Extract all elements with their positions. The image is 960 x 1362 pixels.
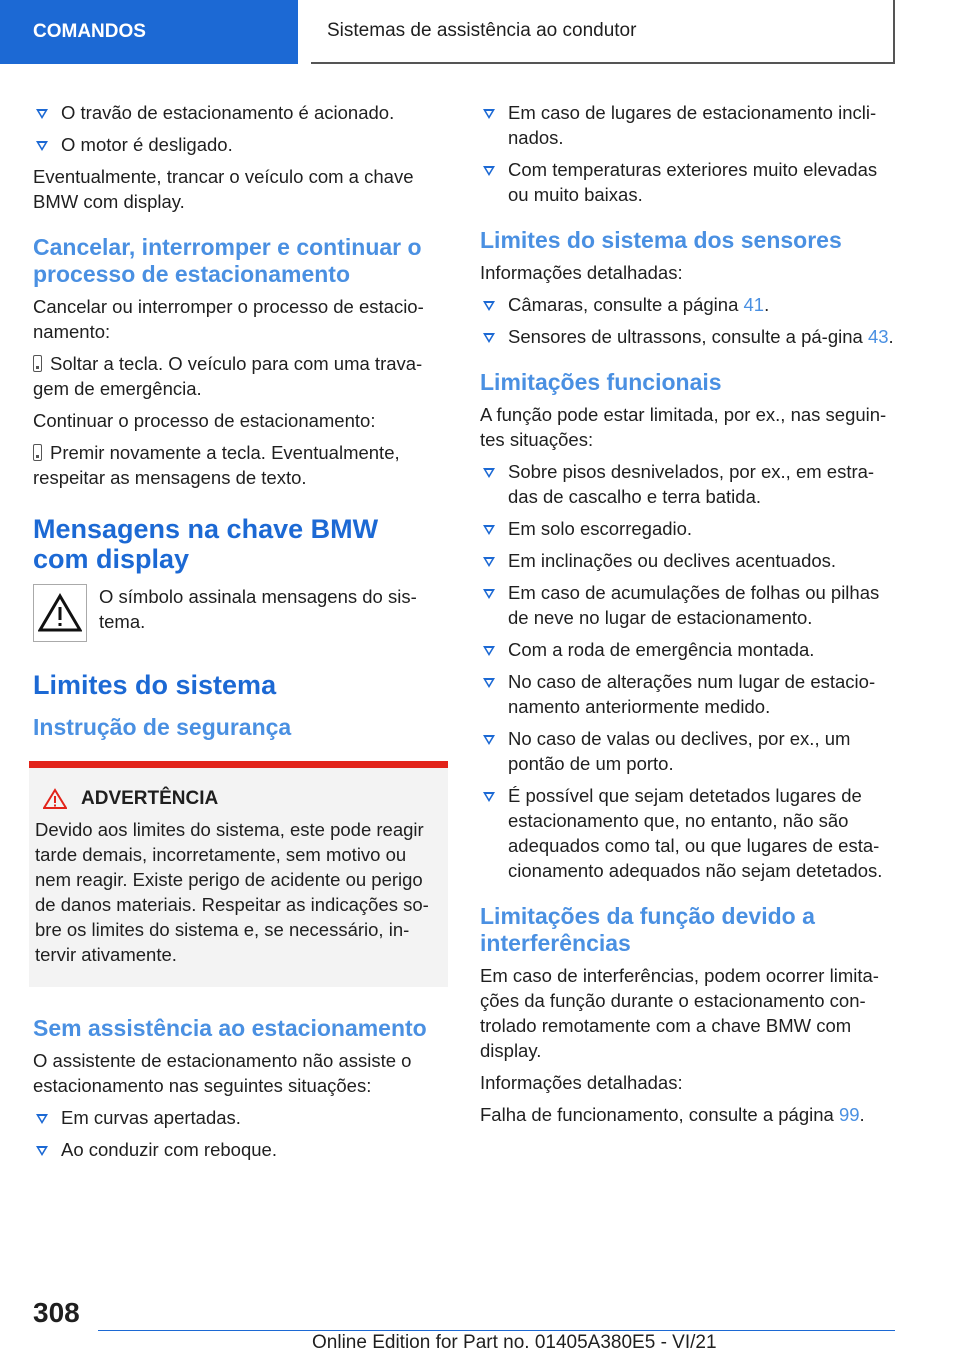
page-number: 308 bbox=[33, 1297, 80, 1328]
bullet-triangle-icon bbox=[483, 468, 495, 478]
list-item: O travão de estacionamento é acionado. bbox=[33, 100, 438, 125]
footer-divider bbox=[98, 1330, 895, 1331]
list-item: Ao conduzir com reboque. bbox=[33, 1137, 438, 1162]
list-item: Em solo escorregadio. bbox=[480, 516, 895, 541]
bullet-triangle-icon bbox=[483, 646, 495, 656]
page-link-43[interactable]: 43 bbox=[867, 326, 889, 347]
list-item: Em caso de lugares de estacionamento incli-nados. bbox=[480, 100, 895, 150]
edition-text: Online Edition for Part no. 01405A380E5 - VI/21 bbox=[312, 1332, 717, 1353]
list-item: Sobre pisos desnivelados, por ex., em estra-das de cascalho e terra batida. bbox=[480, 459, 895, 509]
bullet-triangle-icon bbox=[36, 1146, 48, 1156]
warning-box bbox=[29, 761, 448, 987]
bullet-triangle-icon bbox=[483, 301, 495, 311]
continue-text: Continuar o processo de estacionamento: bbox=[33, 410, 376, 431]
list-item: É possível que sejam detetados lugares de estacionamento que, no entanto, não são adequados como tal, ou que lugares de esta-cionamento adequados não sejam detetados. bbox=[480, 783, 895, 883]
release-text: Soltar a tecla. O veículo para com uma trava-gem de emergência. bbox=[33, 353, 423, 399]
list-item: Em caso de acumulações de folhas ou pilhas de neve no lugar de estacionamento. bbox=[480, 580, 895, 630]
warning-icon bbox=[43, 788, 67, 810]
bullet-triangle-icon bbox=[483, 525, 495, 535]
symbol-text: O símbolo assinala mensagens do sis-tema. bbox=[99, 586, 417, 632]
heading-safety: Instrução de segurança bbox=[33, 714, 292, 740]
header-section-tab[interactable] bbox=[0, 0, 298, 64]
bullet-triangle-icon bbox=[483, 333, 495, 343]
bullet-triangle-icon bbox=[36, 141, 48, 151]
list-item: Em inclinações ou declives acentuados. bbox=[480, 548, 895, 573]
right-column bbox=[480, 100, 895, 1134]
sensors-list bbox=[480, 292, 895, 349]
no-assist-list bbox=[33, 1105, 438, 1162]
bullet-triangle-icon bbox=[483, 109, 495, 119]
list-item: Em curvas apertadas. bbox=[33, 1105, 438, 1130]
bullet-triangle-icon bbox=[483, 792, 495, 802]
bullet-triangle-icon bbox=[483, 557, 495, 567]
list-item: No caso de alterações num lugar de estacio-namento anteriormente medido. bbox=[480, 669, 895, 719]
functional-text: A função pode estar limitada, por ex., nas seguin-tes situações: bbox=[480, 404, 887, 450]
heading-sensors: Limites do sistema dos sensores bbox=[480, 227, 842, 253]
bullet-triangle-icon bbox=[36, 1114, 48, 1124]
bullet-triangle-icon bbox=[483, 166, 495, 176]
warning-triangle-icon bbox=[33, 584, 87, 642]
page-link-99[interactable]: 99 bbox=[838, 1104, 860, 1125]
lock-note: Eventualmente, trancar o veículo com a chave BMW com display. bbox=[33, 166, 414, 212]
list-item: Com a roda de emergência montada. bbox=[480, 637, 895, 662]
bullet-triangle-icon bbox=[36, 109, 48, 119]
heading-messages: Mensagens na chave BMW com display bbox=[33, 514, 379, 574]
failure-text: Falha de funcionamento, consulte a página 99. bbox=[480, 1104, 865, 1125]
heading-no-assist: Sem assistência ao estacionamento bbox=[33, 1015, 427, 1041]
heading-cancel: Cancelar, interromper e continuar o processo de estacionamento bbox=[33, 234, 422, 287]
bullet-triangle-icon bbox=[483, 735, 495, 745]
left-column bbox=[33, 100, 438, 1169]
info-text: Informações detalhadas: bbox=[480, 262, 683, 283]
header-chapter bbox=[311, 0, 895, 64]
info-text-2: Informações detalhadas: bbox=[480, 1072, 683, 1093]
bullet-triangle-icon bbox=[483, 589, 495, 599]
bullet-triangle-icon bbox=[483, 678, 495, 688]
header-section-label: COMANDOS bbox=[33, 21, 146, 42]
list-item: Câmaras, consulte a página 41. bbox=[480, 292, 895, 317]
list-item: O motor é desligado. bbox=[33, 132, 438, 157]
heading-interference: Limitações da função devido a interferências bbox=[480, 903, 815, 956]
warning-text: Devido aos limites do sistema, este pode reagir tarde demais, incorretamente, sem motivo ou nem reagir. Existe perigo de acidente ou perigo de danos materiais. Respeitar as indicações so-bre os limites do sistema e, se necessário, in-tervir ativamente. bbox=[35, 819, 429, 965]
list-item: Com temperaturas exteriores muito elevadas ou muito baixas. bbox=[480, 157, 895, 207]
list-item: Sensores de ultrassons, consulte a pá-gina 43. bbox=[480, 324, 895, 349]
symbol-row bbox=[33, 584, 438, 642]
page-link-41[interactable]: 41 bbox=[743, 294, 765, 315]
park-button-icon bbox=[33, 355, 42, 372]
situations-list bbox=[480, 100, 895, 207]
functional-list bbox=[480, 459, 895, 883]
press-text: Premir novamente a tecla. Eventualmente, respeitar as mensagens de texto. bbox=[33, 442, 400, 488]
warning-title: ADVERTÊNCIA bbox=[35, 786, 438, 811]
interference-text: Em caso de interferências, podem ocorrer limita-ções da função durante o estacionamento con-trolado remotamente com a chave BMW com display. bbox=[480, 965, 879, 1061]
heading-limits: Limites do sistema bbox=[33, 670, 277, 700]
header-chapter-label: Sistemas de assistência ao condutor bbox=[327, 20, 637, 41]
list-item: No caso de valas ou declives, por ex., um pontão de um porto. bbox=[480, 726, 895, 776]
no-assist-text: O assistente de estacionamento não assiste o estacionamento nas seguintes situações: bbox=[33, 1050, 412, 1096]
cancel-text: Cancelar ou interromper o processo de estacio-namento: bbox=[33, 296, 424, 342]
status-list bbox=[33, 100, 438, 157]
heading-functional: Limitações funcionais bbox=[480, 369, 722, 395]
park-button-icon bbox=[33, 444, 42, 461]
